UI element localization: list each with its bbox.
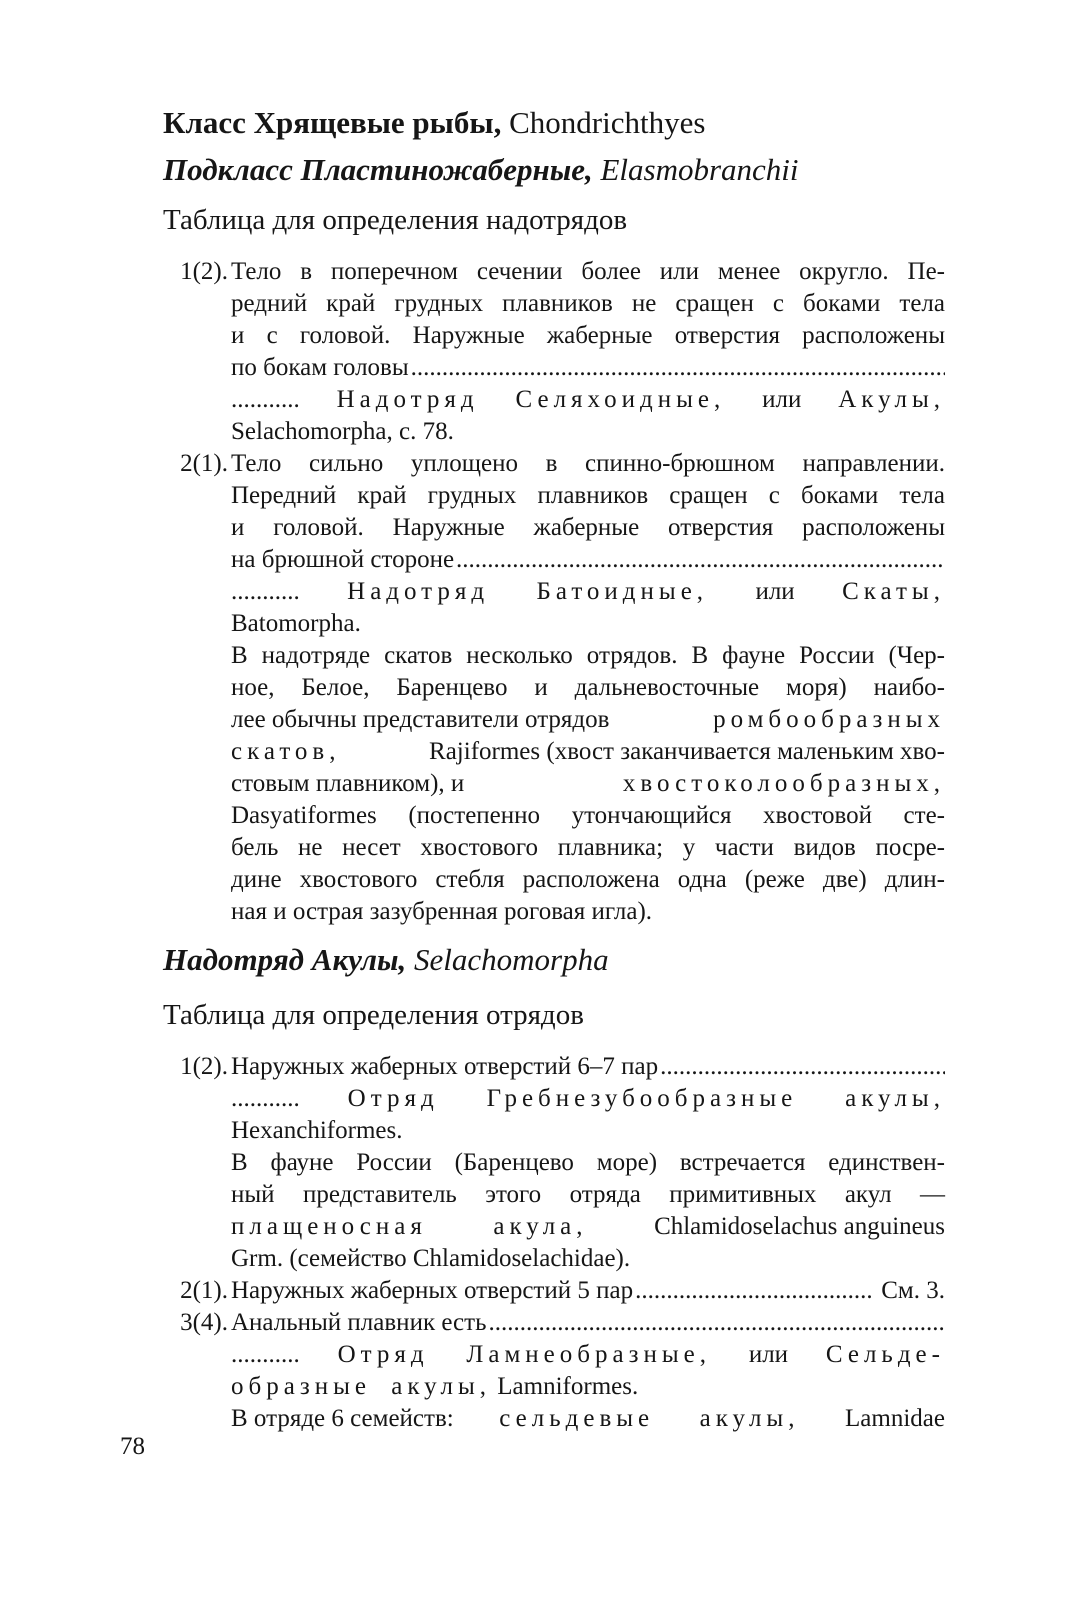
- couplet-text: Наружных жаберных отверстий 5 пар: [231, 1277, 634, 1304]
- conjunction: или: [755, 578, 795, 605]
- result-line: [231, 1372, 945, 1402]
- taxon-name: ромбообразных: [713, 706, 945, 733]
- result-latin: Hexanchiformes.: [231, 1117, 403, 1144]
- note-line: ное, Белое, Баренцево и дальневосточные моря) наибо-: [231, 674, 945, 701]
- result-latin: Batomorpha.: [231, 610, 361, 637]
- conjunction: или: [748, 1341, 789, 1368]
- couplet-text: по бокам головы: [231, 354, 409, 381]
- note-line: В надотряде скатов несколько отрядов. В фауне России (Чер-: [231, 642, 945, 669]
- taxon-name: Селяхоидные,: [515, 386, 726, 413]
- couplet-dotted-line: [231, 353, 945, 383]
- couplet-dotted-line: [231, 545, 945, 575]
- taxon-name: скатов,: [231, 738, 341, 765]
- subclass-name-ru: Подкласс Пластиножаберные,: [163, 152, 593, 187]
- note-line: [231, 1404, 945, 1434]
- cross-reference: См. 3.: [881, 1277, 945, 1304]
- dot-leader: ...........: [231, 386, 300, 413]
- dot-leader: [488, 1308, 945, 1338]
- taxon-name: акулы,: [699, 1405, 800, 1432]
- note-line: [231, 769, 945, 799]
- taxon-rank: Отряд: [337, 1341, 429, 1368]
- result-line: [231, 1084, 945, 1114]
- note-line: Dasyatiformes (постепенно утончающийся хвостовой сте-: [231, 802, 945, 829]
- note-line: ный представитель этого отряда примитивных акул —: [231, 1181, 945, 1208]
- couplet-number: 1(2).: [180, 258, 228, 285]
- taxon-name: акулы,: [391, 1373, 492, 1400]
- latin-name: Lamniformes.: [497, 1373, 639, 1400]
- class-name-lat: Chondrichthyes: [509, 105, 706, 140]
- note-text: Rajiformes (хвост заканчивается маленьким хво-: [429, 738, 945, 765]
- taxon-name: Акулы,: [838, 386, 945, 413]
- note-line: бель не несет хвостового плавника; у части видов посре-: [231, 834, 945, 861]
- note-line: [231, 1212, 945, 1242]
- taxon-rank: Надотряд: [347, 578, 490, 605]
- subclass-heading: [163, 150, 799, 190]
- note-text: стовым плавником), и: [231, 770, 465, 797]
- note-line: [231, 737, 945, 767]
- latin-name: Lamnidae: [845, 1405, 945, 1432]
- couplet-text-line: Передний край грудных плавников сращен с боками тела: [231, 482, 945, 509]
- taxon-name: Ламнеобразные,: [466, 1341, 711, 1368]
- taxon-rank: Надотряд: [336, 386, 479, 413]
- couplet-dotted-line: [231, 1276, 945, 1306]
- note-line: В фауне России (Баренцево море) встречается единствен-: [231, 1149, 945, 1176]
- couplet-number: 2(1).: [180, 450, 228, 477]
- taxon-name: Гребнезубообразные: [486, 1085, 798, 1112]
- couplet-text: Анальный плавник есть: [231, 1309, 487, 1336]
- note-line: [231, 705, 945, 735]
- couplet-number: 1(2).: [180, 1053, 228, 1080]
- latin-name: Chlamidoselachus anguineus: [654, 1213, 945, 1240]
- note-text: В отряде 6 семейств:: [231, 1405, 454, 1432]
- couplet-text: на брюшной стороне: [231, 546, 455, 573]
- note-text: лее обычны представители отрядов: [231, 706, 610, 733]
- class-heading: [163, 103, 705, 143]
- taxon-name: акула,: [493, 1213, 588, 1240]
- superorder-heading: [163, 940, 609, 980]
- dot-leader: ...........: [231, 578, 300, 605]
- couplet-text-line: Тело сильно уплощено в спинно-брюшном направлении.: [231, 450, 945, 477]
- note-line: Grm. (семейство Chlamidoselachidae).: [231, 1245, 631, 1272]
- table-title-orders: Таблица для определения отрядов: [163, 999, 584, 1031]
- page-number: 78: [120, 1433, 145, 1460]
- result-line: [231, 385, 945, 415]
- couplet-number: 2(1).: [180, 1277, 228, 1304]
- table-title-superorders: Таблица для определения надотрядов: [163, 204, 628, 236]
- conjunction: или: [762, 386, 802, 413]
- dot-leader: [456, 545, 945, 575]
- result-latin: Selachomorpha, с. 78.: [231, 418, 454, 445]
- result-line: [231, 1340, 945, 1370]
- dot-leader: [660, 1052, 945, 1082]
- note-line: дине хвостового стебля расположена одна (реже две) длин-: [231, 866, 945, 893]
- superorder-name-ru: Надотряд Акулы,: [163, 942, 407, 977]
- class-name-ru: Класс Хрящевые рыбы,: [163, 105, 502, 140]
- dot-leader: ...........: [231, 1341, 300, 1368]
- note-line: ная и острая зазубренная роговая игла).: [231, 898, 653, 925]
- couplet-dotted-line: [231, 1052, 945, 1082]
- couplet-text-line: редний край грудных плавников не сращен с боками тела: [231, 290, 945, 317]
- couplet-text-line: Тело в поперечном сечении более или менее округло. Пе-: [231, 258, 945, 285]
- subclass-name-lat: Elasmobranchii: [600, 152, 799, 187]
- taxon-name: Батоидные,: [536, 578, 709, 605]
- taxon-rank: Отряд: [347, 1085, 439, 1112]
- superorder-name-lat: Selachomorpha: [414, 942, 609, 977]
- taxon-name: образные: [231, 1373, 371, 1400]
- taxon-name: Сельде-: [825, 1341, 945, 1368]
- couplet-text: Наружных жаберных отверстий 6–7 пар: [231, 1053, 659, 1080]
- taxon-name: хвостоколообразных,: [622, 770, 945, 797]
- taxon-name: плащеносная: [231, 1213, 427, 1240]
- taxon-name: Скаты,: [842, 578, 945, 605]
- couplet-text-line: и головой. Наружные жаберные отверстия расположены: [231, 514, 945, 541]
- result-line: [231, 577, 945, 607]
- couplet-number: 3(4).: [180, 1309, 228, 1336]
- couplet-text-line: и с головой. Наружные жаберные отверстия расположены: [231, 322, 945, 349]
- dot-leader: ...........: [231, 1085, 300, 1112]
- dot-leader: [411, 353, 945, 383]
- taxon-name: акулы,: [845, 1085, 945, 1112]
- dot-leader: [635, 1276, 873, 1306]
- couplet-dotted-line: [231, 1308, 945, 1338]
- taxon-name: сельдевые: [499, 1405, 655, 1432]
